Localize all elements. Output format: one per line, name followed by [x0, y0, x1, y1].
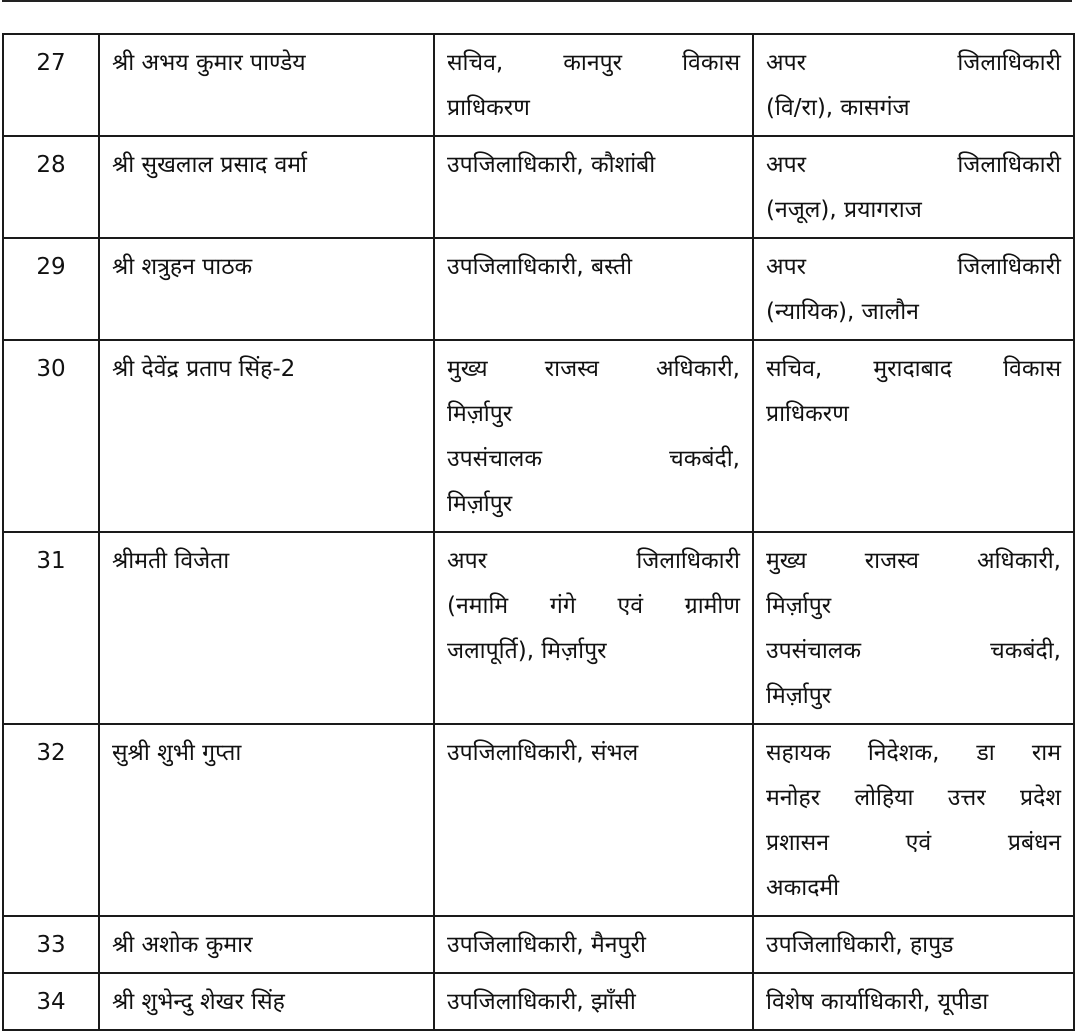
current-post-line: उपजिलाधिकारी, बस्ती — [447, 254, 633, 280]
new-post-cell — [753, 916, 1074, 973]
new-post-line: विशेष कार्याधिकारी, यूपीडा — [766, 989, 989, 1015]
officer-name-cell: श्री शुभेन्दु शेखर सिंह — [99, 973, 434, 1030]
current-post-cell — [434, 340, 753, 532]
current-post-cell — [434, 916, 753, 973]
serial-number-cell: 28 — [3, 136, 99, 238]
new-post-line: उपजिलाधिकारी, हापुड — [766, 932, 954, 958]
new-post-line: अपर जिलाधिकारी — [766, 152, 1061, 178]
current-post-line: मुख्य राजस्व अधिकारी, — [447, 356, 740, 382]
officer-name-cell: सुश्री शुभी गुप्ता — [99, 724, 434, 916]
table-row — [3, 238, 1074, 340]
current-post-line: उपजिलाधिकारी, संभल — [447, 740, 639, 766]
serial-number-cell: 33 — [3, 916, 99, 973]
top-rule — [2, 0, 1072, 2]
new-post-line: सहायक निदेशक, डा राम — [766, 740, 1061, 766]
table-row — [3, 136, 1074, 238]
new-post-cell — [753, 724, 1074, 916]
current-post-line: जलापूर्ति), मिर्ज़ापुर — [447, 638, 607, 664]
table-row — [3, 916, 1074, 973]
new-post-line: (नजूल), प्रयागराज — [766, 197, 922, 223]
current-post-cell — [434, 724, 753, 916]
current-post-line: सचिव, कानपुर विकास — [447, 50, 740, 76]
current-post-line: (नमामि गंगे एवं ग्रामीण — [447, 593, 740, 619]
serial-number-cell: 29 — [3, 238, 99, 340]
officer-name-cell: श्री शत्रुहन पाठक — [99, 238, 434, 340]
serial-number-cell: 30 — [3, 340, 99, 532]
serial-number-cell: 34 — [3, 973, 99, 1030]
new-post-line: अपर जिलाधिकारी — [766, 254, 1061, 280]
current-post-line: उपजिलाधिकारी, कौशांबी — [447, 152, 656, 178]
table-body — [3, 34, 1074, 1030]
current-post-line: उपसंचालक चकबंदी, — [447, 446, 740, 472]
table-row — [3, 724, 1074, 916]
new-post-line: (वि/रा), कासगंज — [766, 95, 910, 121]
officer-name-cell: श्री देवेंद्र प्रताप सिंह-2 — [99, 340, 434, 532]
current-post-line: मिर्ज़ापुर — [447, 491, 513, 517]
new-post-line: प्रशासन एवं प्रबंधन — [766, 830, 1061, 856]
current-post-cell — [434, 238, 753, 340]
new-post-line: अकादमी — [766, 875, 840, 901]
table-row — [3, 340, 1074, 532]
officer-name-cell: श्री अशोक कुमार — [99, 916, 434, 973]
new-post-line: प्राधिकरण — [766, 401, 849, 427]
new-post-line: अपर जिलाधिकारी — [766, 50, 1061, 76]
serial-number-cell: 32 — [3, 724, 99, 916]
table-row — [3, 973, 1074, 1030]
current-post-cell — [434, 34, 753, 136]
new-post-line: सचिव, मुरादाबाद विकास — [766, 356, 1061, 382]
table-row — [3, 34, 1074, 136]
new-post-cell — [753, 532, 1074, 724]
current-post-line: उपजिलाधिकारी, झाँसी — [447, 989, 636, 1015]
current-post-cell — [434, 532, 753, 724]
table-row — [3, 532, 1074, 724]
transfer-table — [2, 33, 1075, 1031]
new-post-cell — [753, 973, 1074, 1030]
new-post-line: मिर्ज़ापुर — [766, 683, 832, 709]
new-post-line: उपसंचालक चकबंदी, — [766, 638, 1061, 664]
new-post-line: (न्यायिक), जालौन — [766, 299, 919, 325]
officer-name-cell: श्री अभय कुमार पाण्डेय — [99, 34, 434, 136]
current-post-line: अपर जिलाधिकारी — [447, 548, 740, 574]
new-post-cell — [753, 340, 1074, 532]
current-post-line: प्राधिकरण — [447, 95, 530, 121]
current-post-line: उपजिलाधिकारी, मैनपुरी — [447, 932, 646, 958]
new-post-line: मिर्ज़ापुर — [766, 593, 832, 619]
new-post-line: मुख्य राजस्व अधिकारी, — [766, 548, 1061, 574]
new-post-cell — [753, 238, 1074, 340]
officer-name-cell: श्रीमती विजेता — [99, 532, 434, 724]
current-post-cell — [434, 136, 753, 238]
current-post-line: मिर्ज़ापुर — [447, 401, 513, 427]
current-post-cell — [434, 973, 753, 1030]
officer-name-cell: श्री सुखलाल प्रसाद वर्मा — [99, 136, 434, 238]
serial-number-cell: 31 — [3, 532, 99, 724]
new-post-cell — [753, 136, 1074, 238]
new-post-cell — [753, 34, 1074, 136]
serial-number-cell: 27 — [3, 34, 99, 136]
new-post-line: मनोहर लोहिया उत्तर प्रदेश — [766, 785, 1061, 811]
